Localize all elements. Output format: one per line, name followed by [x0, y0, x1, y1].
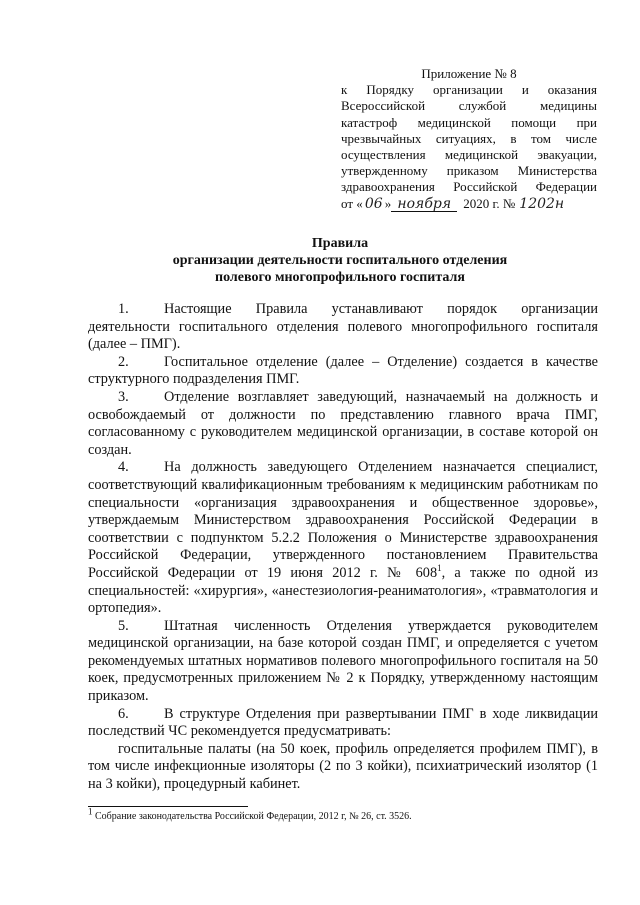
paragraph-text: госпитальные палаты (на 50 коек, профиль определяется профилем ПМГ), в том числе инфекционные изоляторы (2 по 3 койки), психиатрический изолятор (1 на 3 койки), процедурный кабинет. — [88, 740, 598, 793]
paragraph-text: Госпитальное отделение (далее – Отделение) создается в качестве структурного подразделения ПМГ. — [88, 353, 598, 388]
paragraph-text: Отделение возглавляет заведующий, назначаемый на должность и освобождаемый от должности по представлению главного врача ПМГ, согласованному с руководителем медицинской организации, в составе которой он создан. — [88, 388, 598, 458]
paragraph-3 — [88, 389, 598, 459]
footnote-ref: 1 — [437, 563, 442, 574]
handwritten-day: 06 — [364, 195, 383, 212]
signature-line — [341, 196, 597, 212]
appendix-line: к Порядку организации и оказания — [341, 82, 597, 98]
handwritten-month: ноября — [391, 198, 457, 212]
heading-line-3: полевого многопрофильного госпиталя — [215, 270, 465, 285]
paragraph-text: На должность заведующего Отделением назначается специалист, соответствующий квалификационным требованиям к медицинским работникам по специальности «организация здравоохранения и общественное здоровье», утверждаемым Министерством здравоохранения Российской Федерации в соответствии с подпунктом 5.2.2 Положения о Министерстве здравоохранения Российской Федерации, утвержденного постановлением Правительства Российской Федерации от 19 июня 2012 г. № 608 — [88, 459, 598, 581]
paragraph-4 — [88, 459, 598, 617]
paragraph-number: 1. — [118, 301, 129, 317]
heading-line-2: организации деятельности госпитального отделения — [172, 253, 508, 268]
paragraph-5 — [88, 618, 598, 706]
paragraph-number: 4. — [118, 459, 129, 476]
footnote-text: Собрание законодательства Российской Федерации, 2012 г, № 26, ст. 3526. — [92, 811, 412, 822]
appendix-title: Приложение № 8 — [421, 66, 517, 81]
appendix-line: чрезвычайных ситуациях, в том числе — [341, 130, 597, 146]
paragraph-1 — [88, 301, 598, 354]
sig-mid: » — [384, 195, 392, 211]
paragraph-text: Настоящие Правила устанавливают порядок организации деятельности госпитального отделения полевого многопрофильного госпиталя (далее – ПМГ). — [88, 301, 598, 353]
appendix-line: утвержденному приказом Министерства — [341, 163, 597, 179]
paragraph-2 — [88, 354, 598, 389]
footnote — [88, 806, 598, 823]
paragraph-7 — [88, 741, 598, 794]
appendix-line: Всероссийской службой медицины — [341, 98, 597, 114]
paragraph-6 — [88, 706, 598, 741]
paragraph-number: 3. — [118, 388, 129, 405]
paragraph-text: , а также по одной из специальностей: «хирургия», «анестезиология-реаниматология», «травматология и ортопедия». — [88, 564, 598, 617]
paragraph-text: Штатная численность Отделения утверждается руководителем медицинской организации, на базе которой создан ПМГ, и определяется с учетом рекомендуемых штатных нормативов полевого многопрофильного госпиталя на 50 коек, предусмотренных приложением № 2 к Порядку, утвержденному настоящим приказом. — [88, 617, 598, 705]
paragraph-number: 5. — [118, 617, 129, 634]
paragraph-number: 6. — [118, 705, 129, 722]
appendix-block — [341, 66, 597, 212]
paragraph-text: В структуре Отделения при развертывании ПМГ в ходе ликвидации последствий ЧС рекомендуется предусматривать: — [88, 705, 598, 740]
appendix-line: здравоохранения Российской Федерации — [341, 179, 597, 195]
document-body — [88, 301, 598, 794]
sig-year: 2020 г. № — [463, 195, 516, 211]
sig-prefix: от « — [341, 195, 363, 211]
footnote-divider — [88, 806, 248, 807]
paragraph-number: 2. — [118, 353, 129, 370]
handwritten-number: 1202н — [519, 195, 565, 212]
footnote-mark: 1 — [88, 806, 93, 817]
document-heading — [60, 235, 620, 286]
appendix-line: катастроф медицинской помощи при — [341, 114, 597, 130]
appendix-line: осуществления медицинской эвакуации, — [341, 147, 597, 163]
heading-line-1: Правила — [311, 236, 369, 251]
